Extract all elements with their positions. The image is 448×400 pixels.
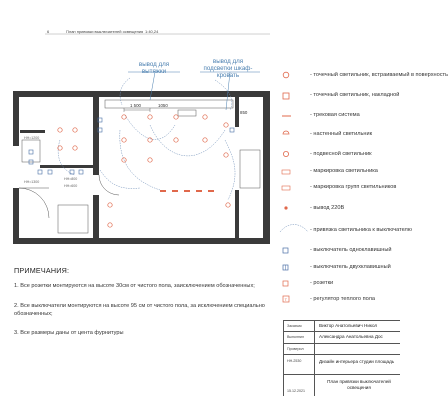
backlight-outlet-annotation: вывод для подсветки шкаф-кровать bbox=[203, 58, 253, 79]
height-tag: НН=800 bbox=[64, 177, 78, 181]
stamp-row bbox=[283, 320, 400, 328]
legend-label: - точечный светильник, накладной bbox=[310, 92, 400, 98]
vent-outlet-annotation: вывод для вытяжки bbox=[138, 61, 170, 75]
stamp-value: План привязки выключателей освещения bbox=[327, 379, 391, 390]
stamp-label: Проверил bbox=[287, 347, 304, 351]
dimension-1500: 1 500 bbox=[130, 103, 141, 108]
legend-item bbox=[278, 279, 400, 289]
legend-label: - трековая система bbox=[310, 112, 360, 118]
dimension-1050: 1050 bbox=[158, 103, 168, 108]
legend-item bbox=[278, 71, 448, 81]
dimension-lines bbox=[124, 108, 150, 112]
stamp-label: Заказчик bbox=[287, 324, 302, 328]
legend-label: - выключатель одноклавишный bbox=[310, 247, 392, 253]
legend-item bbox=[278, 226, 412, 236]
legend-label: - выключатель двухклавишный bbox=[310, 264, 391, 270]
title-block bbox=[283, 320, 400, 396]
legend-label: - привязка светильника к выключателю bbox=[310, 227, 412, 233]
height-tag: НН=1200 bbox=[24, 136, 40, 140]
stamp-value: Виктор Анатольевич Никол bbox=[319, 323, 378, 328]
legend-label: - подвесной светильник bbox=[310, 151, 372, 157]
note-item: 1. Все розетки монтируются на высоте 30см от чистого пола, заисключением обозначенных; bbox=[14, 283, 255, 289]
svg-text:T: T bbox=[284, 297, 288, 302]
stamp-label: Выполнил bbox=[287, 335, 305, 339]
legend-item bbox=[278, 130, 400, 140]
legend-label: - маркировка групп светильников bbox=[310, 184, 397, 190]
legend-item bbox=[278, 295, 400, 305]
legend-label: - регулятор теплого пола bbox=[310, 296, 375, 302]
legend-label: - розетки bbox=[310, 280, 334, 286]
stamp-row bbox=[283, 331, 400, 339]
height-tag: НН=1300 bbox=[24, 180, 40, 184]
legend-item bbox=[278, 167, 400, 177]
pendant-row bbox=[160, 190, 214, 192]
note-item: 3. Все размеры даны от цента фурнитуры bbox=[14, 330, 124, 336]
walls bbox=[13, 91, 270, 244]
legend-item bbox=[278, 111, 400, 121]
legend-item bbox=[278, 204, 400, 214]
height-tag: НН=600 bbox=[64, 184, 78, 188]
legend-label: - вывод 220В bbox=[310, 205, 345, 211]
legend-label: - точечный светильник, встраиваемый в поверхность bbox=[310, 72, 448, 78]
notes-title: ПРИМЕЧАНИЯ: bbox=[14, 266, 70, 275]
stamp-row bbox=[283, 343, 400, 351]
legend-item bbox=[278, 183, 400, 193]
sheet-scale: 1:40,24 bbox=[145, 29, 159, 34]
stamp-row bbox=[283, 354, 400, 364]
note-item: 2. Все выключатели монтируются на высоте 95 см от чистого пола, за исключением специально обозначенных; bbox=[14, 303, 265, 317]
legend-item bbox=[278, 150, 400, 160]
stamp-label: 15.12.2021 bbox=[287, 389, 305, 393]
stamp-label: НН-2530 bbox=[287, 359, 302, 363]
legend-item bbox=[278, 91, 400, 101]
sheet-title: План привязки выключателей освещения bbox=[66, 29, 144, 34]
sheet-number: 6 bbox=[47, 29, 50, 34]
dimension-850: 850 bbox=[240, 110, 248, 115]
legend-item bbox=[278, 246, 400, 256]
door-swing bbox=[19, 188, 49, 218]
legend-label: - настенный светильник bbox=[310, 131, 373, 137]
stamp-row bbox=[283, 374, 400, 397]
legend-label: - маркировка светильника bbox=[310, 168, 378, 174]
fixtures bbox=[58, 115, 230, 227]
stamp-value: Дизайн интерьера студии площадь bbox=[319, 359, 395, 364]
stamp-value: Александра Анатольевна Дос bbox=[319, 334, 383, 339]
legend-item bbox=[278, 263, 400, 273]
